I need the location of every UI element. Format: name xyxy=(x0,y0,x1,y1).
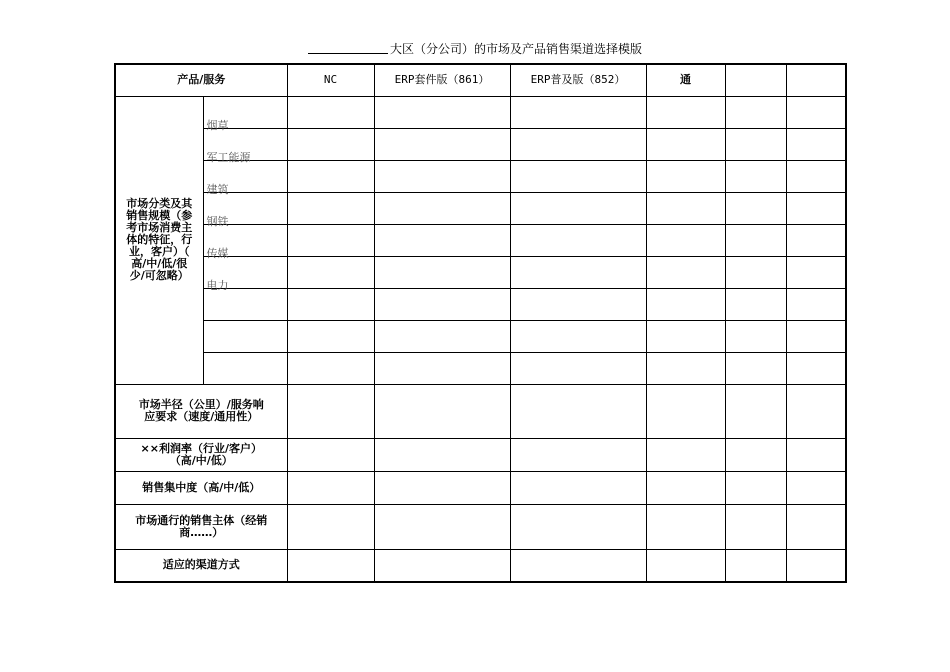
data-cell[interactable] xyxy=(374,384,510,438)
data-cell[interactable] xyxy=(646,288,725,320)
data-cell[interactable] xyxy=(646,384,725,438)
industry-cell xyxy=(203,320,287,352)
data-cell[interactable] xyxy=(287,288,374,320)
data-cell[interactable] xyxy=(287,471,374,504)
table-row xyxy=(115,128,846,160)
sales-entity-label: 市场通行的销售主体（经销 商……） xyxy=(115,504,287,549)
region-blank-line xyxy=(308,40,388,54)
data-cell[interactable] xyxy=(725,96,786,128)
data-cell[interactable] xyxy=(287,256,374,288)
data-cell[interactable] xyxy=(725,549,786,582)
data-cell[interactable] xyxy=(725,160,786,192)
data-cell[interactable] xyxy=(510,549,646,582)
header-row xyxy=(115,64,846,96)
data-cell[interactable] xyxy=(725,288,786,320)
table-row xyxy=(115,160,846,192)
data-cell[interactable] xyxy=(374,288,510,320)
data-cell[interactable] xyxy=(287,438,374,471)
data-cell[interactable] xyxy=(510,128,646,160)
data-cell[interactable] xyxy=(725,192,786,224)
data-cell[interactable] xyxy=(725,128,786,160)
data-cell[interactable] xyxy=(374,96,510,128)
industry-cell: 烟草 xyxy=(203,96,287,128)
data-cell[interactable] xyxy=(374,128,510,160)
data-cell[interactable] xyxy=(510,384,646,438)
data-cell[interactable] xyxy=(786,288,846,320)
data-cell[interactable] xyxy=(786,192,846,224)
data-cell[interactable] xyxy=(287,224,374,256)
data-cell[interactable] xyxy=(646,224,725,256)
data-cell[interactable] xyxy=(374,549,510,582)
data-cell[interactable] xyxy=(646,160,725,192)
data-cell[interactable] xyxy=(374,504,510,549)
data-cell[interactable] xyxy=(287,128,374,160)
data-cell[interactable] xyxy=(786,128,846,160)
data-cell[interactable] xyxy=(786,160,846,192)
data-cell[interactable] xyxy=(786,224,846,256)
market-radius-label: 市场半径（公里）/服务响 应要求（速度/通用性） xyxy=(115,384,287,438)
channel-method-label: 适应的渠道方式 xyxy=(115,549,287,582)
data-cell[interactable] xyxy=(510,438,646,471)
data-cell[interactable] xyxy=(646,96,725,128)
data-cell[interactable] xyxy=(374,352,510,384)
table-row xyxy=(115,384,846,438)
industry-cell: 钢铁 xyxy=(203,192,287,224)
data-cell[interactable] xyxy=(510,160,646,192)
data-cell[interactable] xyxy=(287,504,374,549)
header-col-empty-1 xyxy=(725,64,786,96)
data-cell[interactable] xyxy=(646,128,725,160)
data-cell[interactable] xyxy=(287,192,374,224)
data-cell[interactable] xyxy=(374,256,510,288)
data-cell[interactable] xyxy=(510,256,646,288)
table-row xyxy=(115,224,846,256)
data-cell[interactable] xyxy=(510,96,646,128)
data-cell[interactable] xyxy=(374,160,510,192)
data-cell[interactable] xyxy=(510,320,646,352)
header-col-tong: 通 xyxy=(646,64,725,96)
data-cell[interactable] xyxy=(725,504,786,549)
table-row xyxy=(115,549,846,582)
data-cell[interactable] xyxy=(287,549,374,582)
data-cell[interactable] xyxy=(725,224,786,256)
data-cell[interactable] xyxy=(646,256,725,288)
data-cell[interactable] xyxy=(374,438,510,471)
header-col-nc: NC xyxy=(287,64,374,96)
data-cell[interactable] xyxy=(725,384,786,438)
data-cell[interactable] xyxy=(287,160,374,192)
data-cell[interactable] xyxy=(646,438,725,471)
profit-margin-label: ××利润率（行业/客户） （高/中/低） xyxy=(115,438,287,471)
page-title: 大区（分公司）的市场及产品销售渠道选择模版 xyxy=(0,40,950,58)
data-cell[interactable] xyxy=(646,471,725,504)
data-cell[interactable] xyxy=(786,471,846,504)
industry-cell xyxy=(203,352,287,384)
table-row xyxy=(115,471,846,504)
data-cell[interactable] xyxy=(725,438,786,471)
data-cell[interactable] xyxy=(646,192,725,224)
data-cell[interactable] xyxy=(287,320,374,352)
data-cell[interactable] xyxy=(725,471,786,504)
sales-concentration-label: 销售集中度（高/中/低） xyxy=(115,471,287,504)
industry-cell: 传媒 xyxy=(203,224,287,256)
data-cell[interactable] xyxy=(374,471,510,504)
industry-cell: 军工能源 xyxy=(203,128,287,160)
channel-selection-table xyxy=(114,63,847,583)
data-cell[interactable] xyxy=(786,96,846,128)
data-cell[interactable] xyxy=(786,352,846,384)
data-cell[interactable] xyxy=(786,549,846,582)
data-cell[interactable] xyxy=(786,438,846,471)
data-cell[interactable] xyxy=(646,504,725,549)
data-cell[interactable] xyxy=(725,352,786,384)
data-cell[interactable] xyxy=(725,320,786,352)
industry-cell: 建筑 xyxy=(203,160,287,192)
data-cell[interactable] xyxy=(287,352,374,384)
table-row xyxy=(115,192,846,224)
data-cell[interactable] xyxy=(786,504,846,549)
header-col-erp-basic: ERP普及版（852） xyxy=(510,64,646,96)
table-row xyxy=(115,352,846,384)
table-row xyxy=(115,438,846,471)
data-cell[interactable] xyxy=(646,352,725,384)
data-cell[interactable] xyxy=(510,288,646,320)
data-cell[interactable] xyxy=(374,320,510,352)
header-col-empty-2 xyxy=(786,64,846,96)
data-cell[interactable] xyxy=(786,320,846,352)
data-cell[interactable] xyxy=(725,256,786,288)
data-cell[interactable] xyxy=(287,384,374,438)
industry-cell: 电力 xyxy=(203,256,287,288)
data-cell[interactable] xyxy=(374,224,510,256)
table-row xyxy=(115,504,846,549)
data-cell[interactable] xyxy=(646,320,725,352)
table-row xyxy=(115,288,846,320)
data-cell[interactable] xyxy=(786,256,846,288)
data-cell[interactable] xyxy=(374,192,510,224)
data-cell[interactable] xyxy=(510,224,646,256)
data-cell[interactable] xyxy=(510,352,646,384)
industry-cell xyxy=(203,288,287,320)
segment-label: 市场分类及其 销售规模（参 考市场消费主 体的特征，行 业，客户）（ 高/中/低/很 少/可忽略） xyxy=(115,96,203,384)
data-cell[interactable] xyxy=(646,549,725,582)
data-cell[interactable] xyxy=(287,96,374,128)
table-row xyxy=(115,256,846,288)
header-col-erp-suite: ERP套件版（861） xyxy=(374,64,510,96)
data-cell[interactable] xyxy=(510,192,646,224)
table-row xyxy=(115,96,846,128)
data-cell[interactable] xyxy=(510,471,646,504)
table-row xyxy=(115,320,846,352)
header-product-service: 产品/服务 xyxy=(115,64,287,96)
data-cell[interactable] xyxy=(510,504,646,549)
data-cell[interactable] xyxy=(786,384,846,438)
